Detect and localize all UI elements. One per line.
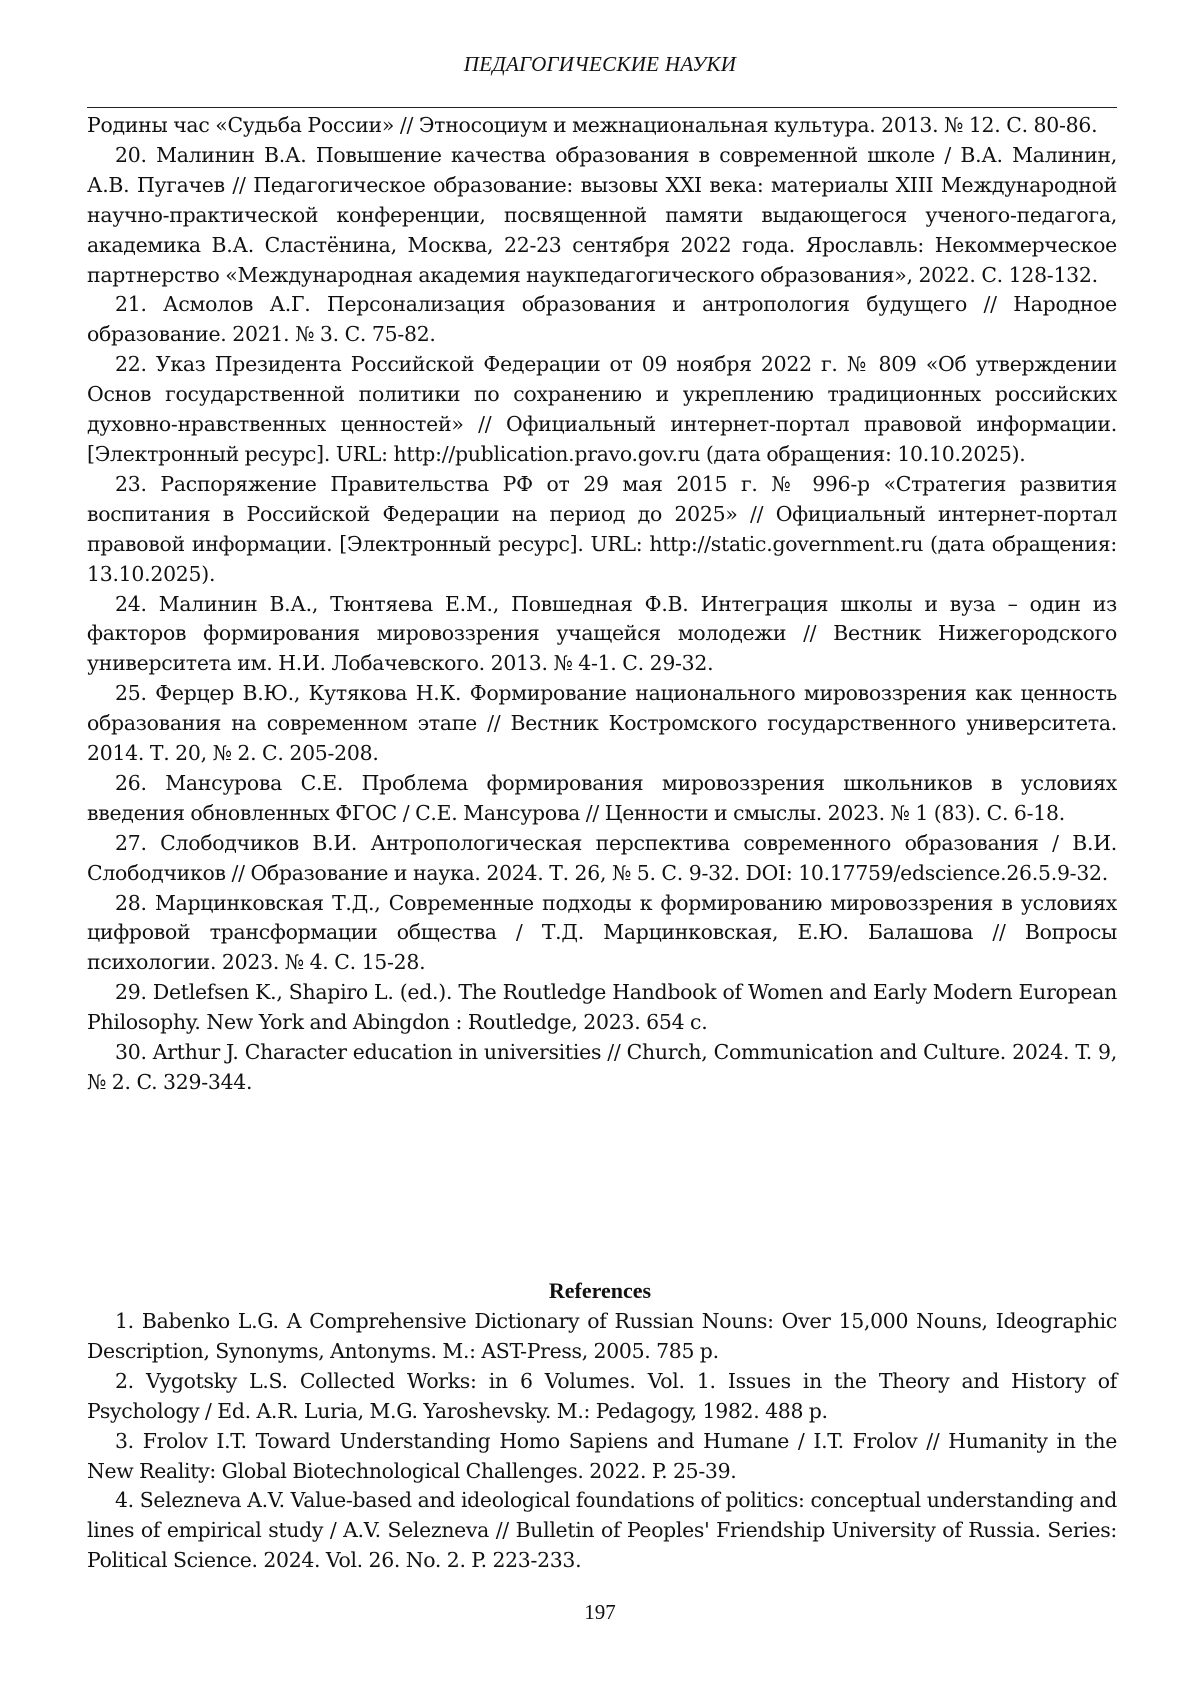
reference-item-4: 4. Selezneva A.V. Value-based and ideological foundations of politics: conceptual understanding and lines of empirical study / A.V. Selezneva // Bulletin of Peoples' Friendship University of Russia. Series: Political Science. 2024. Vol. 26. No. 2. P. 223-233. <box>87 1488 1117 1573</box>
bibliography-item-29: 29. Detlefsen K., Shapiro L. (ed.). The Routledge Handbook of Women and Early Modern European Philosophy. New York and Abingdon : Routledge, 2023. 654 c. <box>87 980 1117 1035</box>
bibliography-item-24: 24. Малинин В.А., Тюнтяева Е.М., Повшедная Ф.В. Интеграция школы и вуза – один из факторов формирования мировоззрения учащейся молодежи // Вестник Нижегородского университета им. Н.И. Лобачевского. 2013. № 4-1. С. 29-32. <box>87 591 1117 676</box>
running-head: ПЕДАГОГИЧЕСКИЕ НАУКИ <box>463 52 737 76</box>
references-heading: References <box>548 1278 652 1303</box>
bibliography-item-26: 26. Мансурова С.Е. Проблема формирования мировоззрения школьников в условиях введения обновленных ФГОС / С.Е. Мансурова // Ценности и смыслы. 2023. № 1 (83). С. 6-18. <box>87 770 1117 825</box>
page-number: 197 <box>584 1600 616 1624</box>
references-list <box>87 1307 1117 1576</box>
reference-item-1: 1. Babenko L.G. A Comprehensive Dictionary of Russian Nouns: Over 15,000 Nouns, Ideographic Description, Synonyms, Antonyms. M.: AST-Press, 2005. 785 p. <box>87 1309 1117 1363</box>
bibliography-continuation: Родины час «Судьба России» // Этносоциум и межнациональная культура. 2013. № 12. С. 80-86. <box>87 113 1098 137</box>
bibliography-item-27: 27. Слободчиков В.И. Антропологическая перспектива современного образования / В.И. Слободчиков // Образование и наука. 2024. Т. 26, № 5. С. 9-32. DOI: 10.17759/edscience.26.5.9-32. <box>87 830 1117 885</box>
reference-item-2: 2. Vygotsky L.S. Collected Works: in 6 Volumes. Vol. 1. Issues in the Theory and History of Psychology / Ed. A.R. Luria, M.G. Yaroshevsky. M.: Pedagogy, 1982. 488 p. <box>87 1368 1117 1423</box>
reference-item-3: 3. Frolov I.T. Toward Understanding Homo Sapiens and Humane / I.T. Frolov // Humanity in the New Reality: Global Biotechnological Challenges. 2022. P. 25-39. <box>87 1428 1117 1483</box>
bibliography-item-22: 22. Указ Президента Российской Федерации от 09 ноября 2022 г. № 809 «Об утверждении Основ государственной политики по сохранению и укреплению традиционных российских духовно-нравственных ценностей» // Официальный интернет-портал правовой информации. [Электронный ресурс]. URL: http://publication.pravo.gov.ru (дата обращения: 10.10.2025). <box>87 352 1117 466</box>
bibliography-item-28: 28. Марцинковская Т.Д., Современные подходы к формированию мировоззрения в условиях цифровой трансформации общества / Т.Д. Марцинковская, Е.Ю. Балашова // Вопросы психологии. 2023. № 4. С. 15-28. <box>87 890 1117 975</box>
bibliography-item-30: 30. Arthur J. Character education in universities // Church, Communication and Culture. 2024. T. 9, № 2. C. 329-344. <box>87 1040 1117 1094</box>
bibliography-list <box>87 111 1117 1098</box>
bibliography-item-20: 20. Малинин В.А. Повышение качества образования в современной школе / В.А. Малинин, А.В. Пугачев // Педагогическое образование: вызовы XXI века: материалы XIII Международной научно-практической конференции, посвященной памяти выдающегося ученого-педагога, академика В.А. Сластёнина, Москва, 22-23 сентября 2022 года. Ярославль: Некоммерческое партнерство «Международная академия наукпедагогического образования», 2022. С. 128-132. <box>87 142 1117 287</box>
header-rule <box>87 107 1117 108</box>
bibliography-item-21: 21. Асмолов А.Г. Персонализация образования и антропология будущего // Народное образование. 2021. № 3. С. 75-82. <box>87 292 1117 347</box>
bibliography-item-23: 23. Распоряжение Правительства РФ от 29 мая 2015 г. № 996-р «Стратегия развития воспитания в Российской Федерации на период до 2025» // Официальный интернет-портал правовой информации. [Электронный ресурс]. URL: http://static.government.ru (дата обращения: 13.10.2025). <box>87 471 1117 586</box>
bibliography-item-25: 25. Ферцер В.Ю., Кутякова Н.К. Формирование национального мировоззрения как ценность образования на современном этапе // Вестник Костромского государственного университета. 2014. Т. 20, № 2. С. 205-208. <box>87 681 1117 766</box>
